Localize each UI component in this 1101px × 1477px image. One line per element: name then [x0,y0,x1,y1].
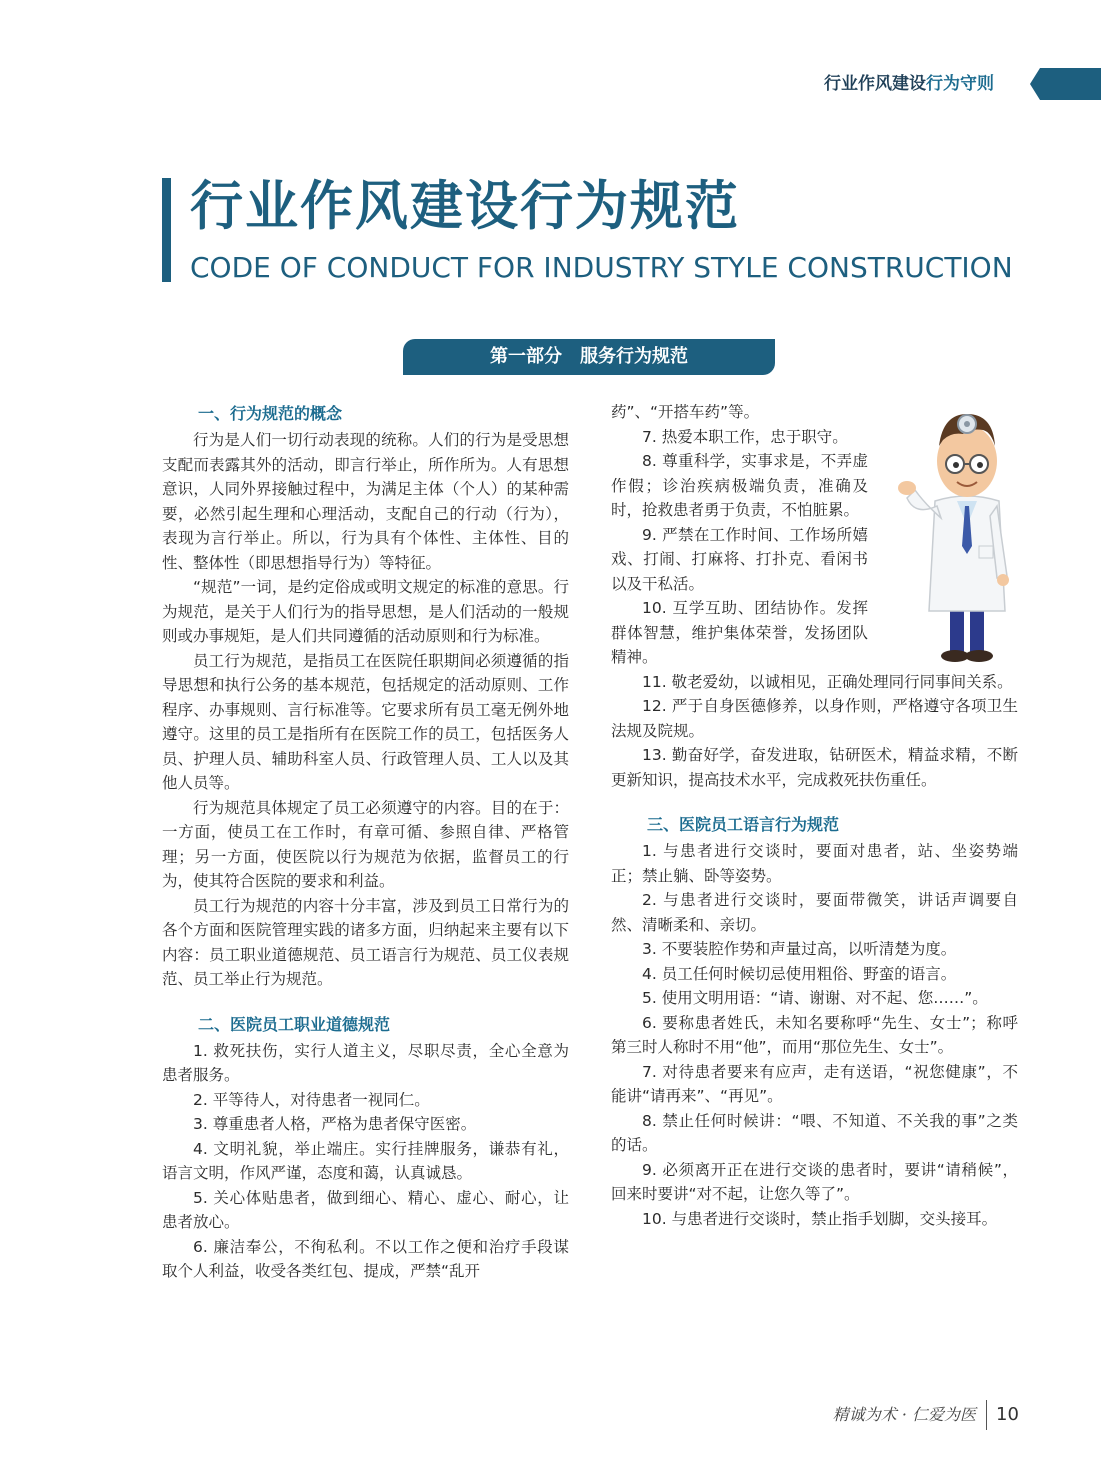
paragraph: 员工行为规范的内容十分丰富，涉及到员工日常行为的各个方面和医院管理实践的诸多方面，归纳起来主要有以下内容：员工职业道德规范、员工语言行为规范、员工仪表规范、员工举止行为规范。 [162,896,569,988]
list-item: 12. 严于自身医德修养，以身作则，严格遵守各项卫生法规及院规。 [611,697,1018,740]
paragraph: 行为规范具体规定了员工必须遵守的内容。目的在于：一方面，使员工在工作时，有章可循、参照自律、严格管理；另一方面，使医院以行为规范为依据，监督员工的行为，使其符合医院的要求和利益。 [162,798,569,890]
list-item: 7. 热爱本职工作，忠于职守。 [642,427,848,446]
part-banner: 第一部分 服务行为规范 [403,339,775,375]
list-item: 4. 员工任何时候切忌使用粗俗、野蛮的语言。 [642,964,957,983]
section-tag-strong: 行为守则 [926,74,994,94]
footer-motto: 精诚为术 · 仁爱为医 [832,1405,976,1424]
section-gap [162,992,569,1011]
list-item: 10. 互学互助、团结协作。发挥群体智慧，维护集体荣誉，发扬团队精神。 [611,599,868,666]
list-item: 3. 不要装腔作势和声量过高，以听清楚为度。 [642,940,957,958]
list-item: 6. 廉洁奉公，不徇私利。不以工作之便和治疗手段谋取个人利益，收受各类红包、提成，严禁“乱开 [162,1237,569,1280]
section-heading-ethics: 二、医院员工职业道德规范 [198,1014,391,1034]
list-item: 10. 与患者进行交谈时，禁止指手划脚，交头接耳。 [642,1209,998,1228]
section-tag-normal: 行业作风建设 [824,74,926,94]
list-item: 11. 敬老爱幼，以诚相见，正确处理同行同事间关系。 [642,672,1013,691]
page-number: 10 [996,1404,1019,1425]
list-item: 8. 禁止任何时候讲：“喂、不知道、不关我的事”之类的话。 [611,1111,1018,1154]
doctor-illustration [895,406,1030,668]
list-item: 2. 与患者进行交谈时，要面带微笑，讲话声调要自然、清晰柔和、亲切。 [611,891,1018,934]
list-item: 6. 要称患者姓氏，未知名要称呼“先生、女士”；称呼第三时人称时不用“他”，而用“那位先生、女士”。 [611,1013,1018,1056]
list-item: 2. 平等待人，对待患者一视同仁。 [193,1090,430,1109]
list-item: 9. 必须离开正在进行交谈的患者时，要讲“请稍候”，回来时要讲“对不起，让您久等了”。 [611,1160,1018,1203]
list-item: 5. 关心体贴患者，做到细心、精心、虚心、耐心，让患者放心。 [162,1188,569,1231]
left-column [162,400,569,1284]
section-tab-bar [1030,68,1101,100]
list-item: 5. 使用文明用语：“请、谢谢、对不起、您……”。 [642,989,988,1007]
section-tag [824,68,994,100]
list-item: 4. 文明礼貌，举止端庄。实行挂牌服务，谦恭有礼，语言文明，作风严谨，态度和蔼，认真诚恳。 [162,1139,569,1182]
section-heading-language: 三、医院员工语言行为规范 [647,815,840,834]
footer-divider [986,1400,987,1430]
list-item: 7. 对待患者要来有应声，走有送语，“祝您健康”，不能讲“请再来”、“再见”。 [611,1062,1018,1105]
paragraph: 员工行为规范，是指员工在医院任职期间必须遵循的指导思想和执行公务的基本规范，包括规定的活动原则、工作程序、办事规则、言行标准等。它要求所有员工毫无例外地遵守。这里的员工是指所有在医院工作的员工，包括医务人员、护理人员、辅助科室人员、行政管理人员、工人以及其他人员等。 [162,651,569,792]
section-heading-concept: 一、行为规范的概念 [198,404,343,423]
list-item: 9. 严禁在工作时间、工作场所嬉戏、打闹、打麻将、打扑克、看闲书以及干私活。 [611,525,868,593]
list-item: 8. 尊重科学，实事求是，不弄虚作假；诊治疾病极端负责，准确及时，抢救患者勇于负责，不怕脏累。 [611,452,868,519]
paragraph: 行为是人们一切行动表现的统称。人们的行为是受思想支配而表露其外的活动，即言行举止，所作所为。人有思想意识，人同外界接触过程中，为满足主体（个人）的某种需要，必然引起生理和心理活动，支配自己的行动（行为），表现为言行举止。所以，行为具有个体性、主体性、目的性、整体性（即思想指导行为）等特征。 [162,431,569,572]
section-gap [611,792,1018,811]
title-accent-rule [162,178,171,282]
list-item: 1. 救死扶伤，实行人道主义，尽职尽责，全心全意为患者服务。 [162,1041,569,1084]
paragraph: “规范”一词，是约定俗成或明文规定的标准的意思。行为规范，是关于人们行为的指导思想，是人们活动的一般规则或办事规矩，是人们共同遵循的活动原则和行为标准。 [162,578,569,645]
list-item: 1. 与患者进行交谈时，要面对患者，站、坐姿势端正；禁止躺、卧等姿势。 [611,842,1018,885]
continued-text: 药”、“开搭车药”等。 [611,403,760,421]
list-item: 3. 尊重患者人格，严格为患者保守医密。 [193,1115,477,1133]
list-item: 13. 勤奋好学，奋发进取，钻研医术，精益求精，不断更新知识，提高技术水平，完成救死扶伤重任。 [611,746,1018,789]
page-subtitle-english: CODE OF CONDUCT FOR INDUSTRY STYLE CONSTRUCTION [190,251,1013,284]
page-title: 行业作风建设行为规范 [190,176,740,237]
